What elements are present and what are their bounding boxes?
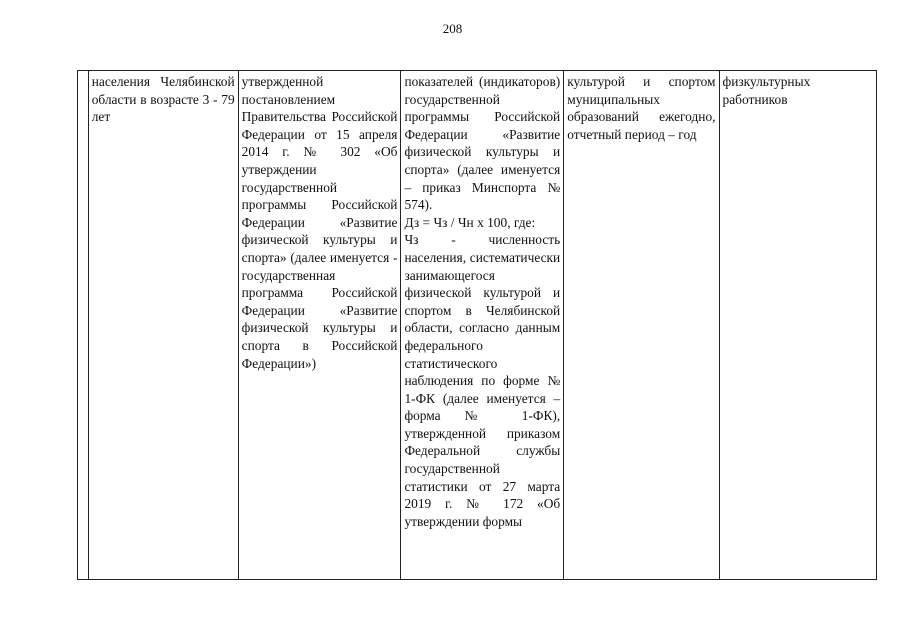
cell-source-document-text: утвержденной постановлением Правительства Российской Федерации от 15 апреля 2014 г. № 302 «Об утверждении государственной программы Российской Федерации «Развитие физической культуры и спорта» (далее именуется - государственная программа Российской Федерации «Развитие физической культуры и спорта в Российской Федерации»)	[241, 74, 398, 371]
cell-calculation-method-text: показателей (индикаторов) государственной программы Российской Федерации «Развитие физической культуры и спорта» (далее именуется – приказ Минспорта № 574). Дз = Чз / Чн х 100, где: Чз - численность населения, систематически занимающегося физической культурой и спортом в Челябинской области, согласно данным федерального статистического наблюдения по форме № 1-ФК (далее именуется – форма № 1-ФК), утвержденной приказом Федеральной службы государственной статистики от 27 марта 2019 г. № 172 «Об утверждении формы	[404, 74, 561, 529]
cell-responsible-period	[564, 71, 719, 580]
cell-notes-text: физкультурных работников	[722, 74, 811, 107]
table-row	[78, 71, 877, 580]
cell-source-document	[238, 71, 401, 580]
cell-indicator-name	[88, 71, 238, 580]
cell-calculation-method	[401, 71, 564, 580]
page-number: 208	[442, 21, 463, 36]
document-table	[77, 70, 877, 580]
cell-notes	[719, 71, 876, 580]
cell-responsible-period-text: культурой и спортом муниципальных образований ежегодно, отчетный период – год	[567, 74, 716, 142]
cell-indicator-name-text: населения Челябинской области в возрасте 3 - 79 лет	[91, 74, 235, 125]
cell-row-number	[78, 71, 89, 580]
